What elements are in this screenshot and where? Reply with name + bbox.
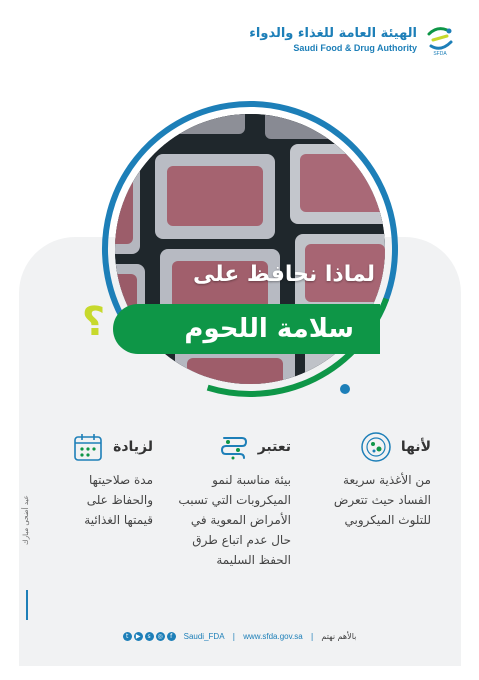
footer bbox=[0, 632, 479, 641]
column-heading bbox=[161, 430, 291, 464]
column-title: تعتبر bbox=[257, 439, 291, 455]
title-line-2: سلامة اللحوم bbox=[184, 314, 354, 344]
calendar-icon bbox=[71, 430, 105, 464]
logo-text bbox=[249, 26, 417, 53]
social-handle[interactable]: Saudi_FDA bbox=[183, 632, 225, 641]
logo-tag: SFDA bbox=[433, 51, 447, 56]
facebook-icon[interactable]: f bbox=[167, 632, 176, 641]
instagram-icon[interactable]: ◎ bbox=[157, 633, 163, 640]
title-banner bbox=[113, 304, 380, 354]
column-body bbox=[301, 470, 431, 530]
hero-image-circle bbox=[100, 99, 400, 399]
body-line: مدة صلاحيتها bbox=[88, 473, 153, 487]
side-accent-line bbox=[26, 590, 28, 620]
footer-separator: | bbox=[310, 632, 314, 641]
twitter-icon[interactable]: t bbox=[123, 632, 132, 641]
body-line: من الأغذية سريعة bbox=[343, 473, 431, 487]
column-body bbox=[161, 470, 291, 570]
org-name-en: Saudi Food & Drug Authority bbox=[293, 42, 417, 53]
column-heading bbox=[33, 430, 153, 464]
website-link[interactable]: www.sfda.gov.sa bbox=[243, 632, 303, 641]
column-heading bbox=[301, 430, 431, 464]
question-mark: ? bbox=[82, 299, 106, 345]
body-line: قيمتها الغذائية bbox=[84, 513, 153, 527]
sfda-logo bbox=[249, 22, 457, 56]
column-title: لأنها bbox=[400, 439, 431, 455]
snapchat-icon[interactable]: s bbox=[145, 632, 154, 641]
body-line: الميكروبات التي تسبب bbox=[178, 493, 291, 507]
column-body bbox=[33, 470, 153, 530]
intestine-icon bbox=[216, 430, 250, 464]
microbe-icon bbox=[359, 430, 393, 464]
body-line: حال عدم اتباع طرق bbox=[192, 533, 291, 547]
body-line: الحفظ السليمة bbox=[216, 553, 291, 567]
body-line: الأمراض المعوية في bbox=[190, 513, 291, 527]
reason-column-2 bbox=[161, 430, 291, 570]
body-line: بيئة مناسبة لنمو bbox=[212, 473, 291, 487]
reason-column-3 bbox=[33, 430, 153, 530]
youtube-icon[interactable]: ▶ bbox=[134, 632, 143, 641]
footer-tagline: بالأهم نهتم bbox=[321, 632, 357, 641]
reason-column-1 bbox=[301, 430, 431, 530]
body-line: والحفاظ على bbox=[86, 493, 153, 507]
sfda-logo-icon bbox=[423, 22, 457, 56]
body-line: للتلوث الميكروبي bbox=[344, 513, 431, 527]
footer-separator: | bbox=[232, 632, 236, 641]
social-icons bbox=[123, 632, 176, 641]
side-note: عيد أضحى مبارك bbox=[22, 495, 30, 545]
title-line-1: لماذا نحافظ على bbox=[192, 262, 375, 287]
org-name-ar: الهيئة العامة للغذاء والدواء bbox=[249, 25, 417, 41]
column-title: لزيادة bbox=[113, 439, 153, 455]
body-line: الفساد حيث تتعرض bbox=[333, 493, 431, 507]
